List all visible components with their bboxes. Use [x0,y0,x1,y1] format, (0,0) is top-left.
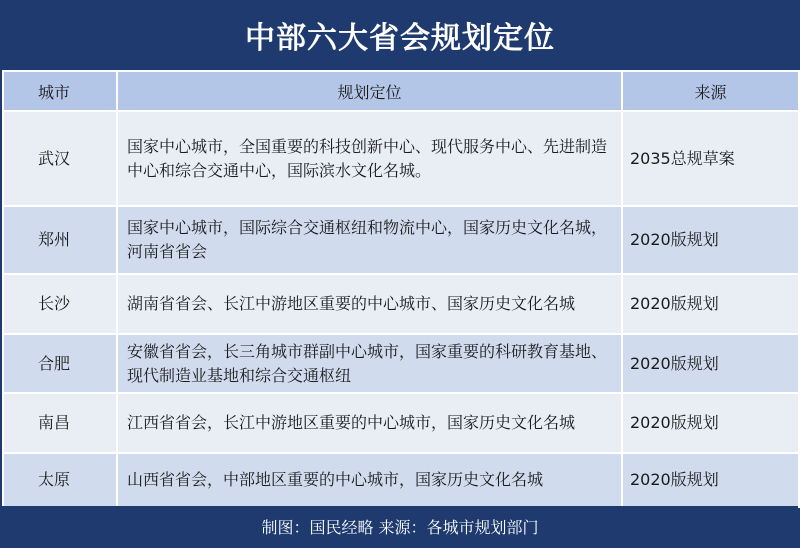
plan-cell: 山西省省会，中部地区重要的中心城市，国家历史文化名城 [117,453,622,507]
city-cell: 长沙 [3,274,117,334]
plan-cell: 国家中心城市，国际综合交通枢纽和物流中心，国家历史文化名城，河南省省会 [117,206,622,274]
city-cell: 郑州 [3,206,117,274]
planning-table [2,70,800,508]
source-cell: 2020版规划 [622,334,799,393]
table-row [3,274,799,334]
source-cell: 2020版规划 [622,206,799,274]
table-row [3,393,799,453]
table-row [3,453,799,507]
table-row [3,334,799,393]
column-header-plan: 规划定位 [117,71,622,111]
column-header-city: 城市 [3,71,117,111]
city-cell: 太原 [3,453,117,507]
source-cell: 2020版规划 [622,393,799,453]
plan-cell: 国家中心城市，全国重要的科技创新中心、现代服务中心、先进制造中心和综合交通中心，国际滨水文化名城。 [117,111,622,206]
header-row [3,71,799,111]
footer-caption: 制图：国民经略 来源：各城市规划部门 [2,506,798,546]
plan-cell: 湖南省省会、长江中游地区重要的中心城市、国家历史文化名城 [117,274,622,334]
city-cell: 合肥 [3,334,117,393]
table-row [3,111,799,206]
column-header-source: 来源 [622,71,799,111]
source-cell: 2020版规划 [622,274,799,334]
plan-cell: 江西省省会，长江中游地区重要的中心城市，国家历史文化名城 [117,393,622,453]
city-cell: 武汉 [3,111,117,206]
source-cell: 2035总规草案 [622,111,799,206]
table-row [3,206,799,274]
plan-cell: 安徽省省会，长三角城市群副中心城市，国家重要的科研教育基地、现代制造业基地和综合交通枢纽 [117,334,622,393]
city-cell: 南昌 [3,393,117,453]
page-title: 中部六大省会规划定位 [2,2,798,68]
source-cell: 2020版规划 [622,453,799,507]
